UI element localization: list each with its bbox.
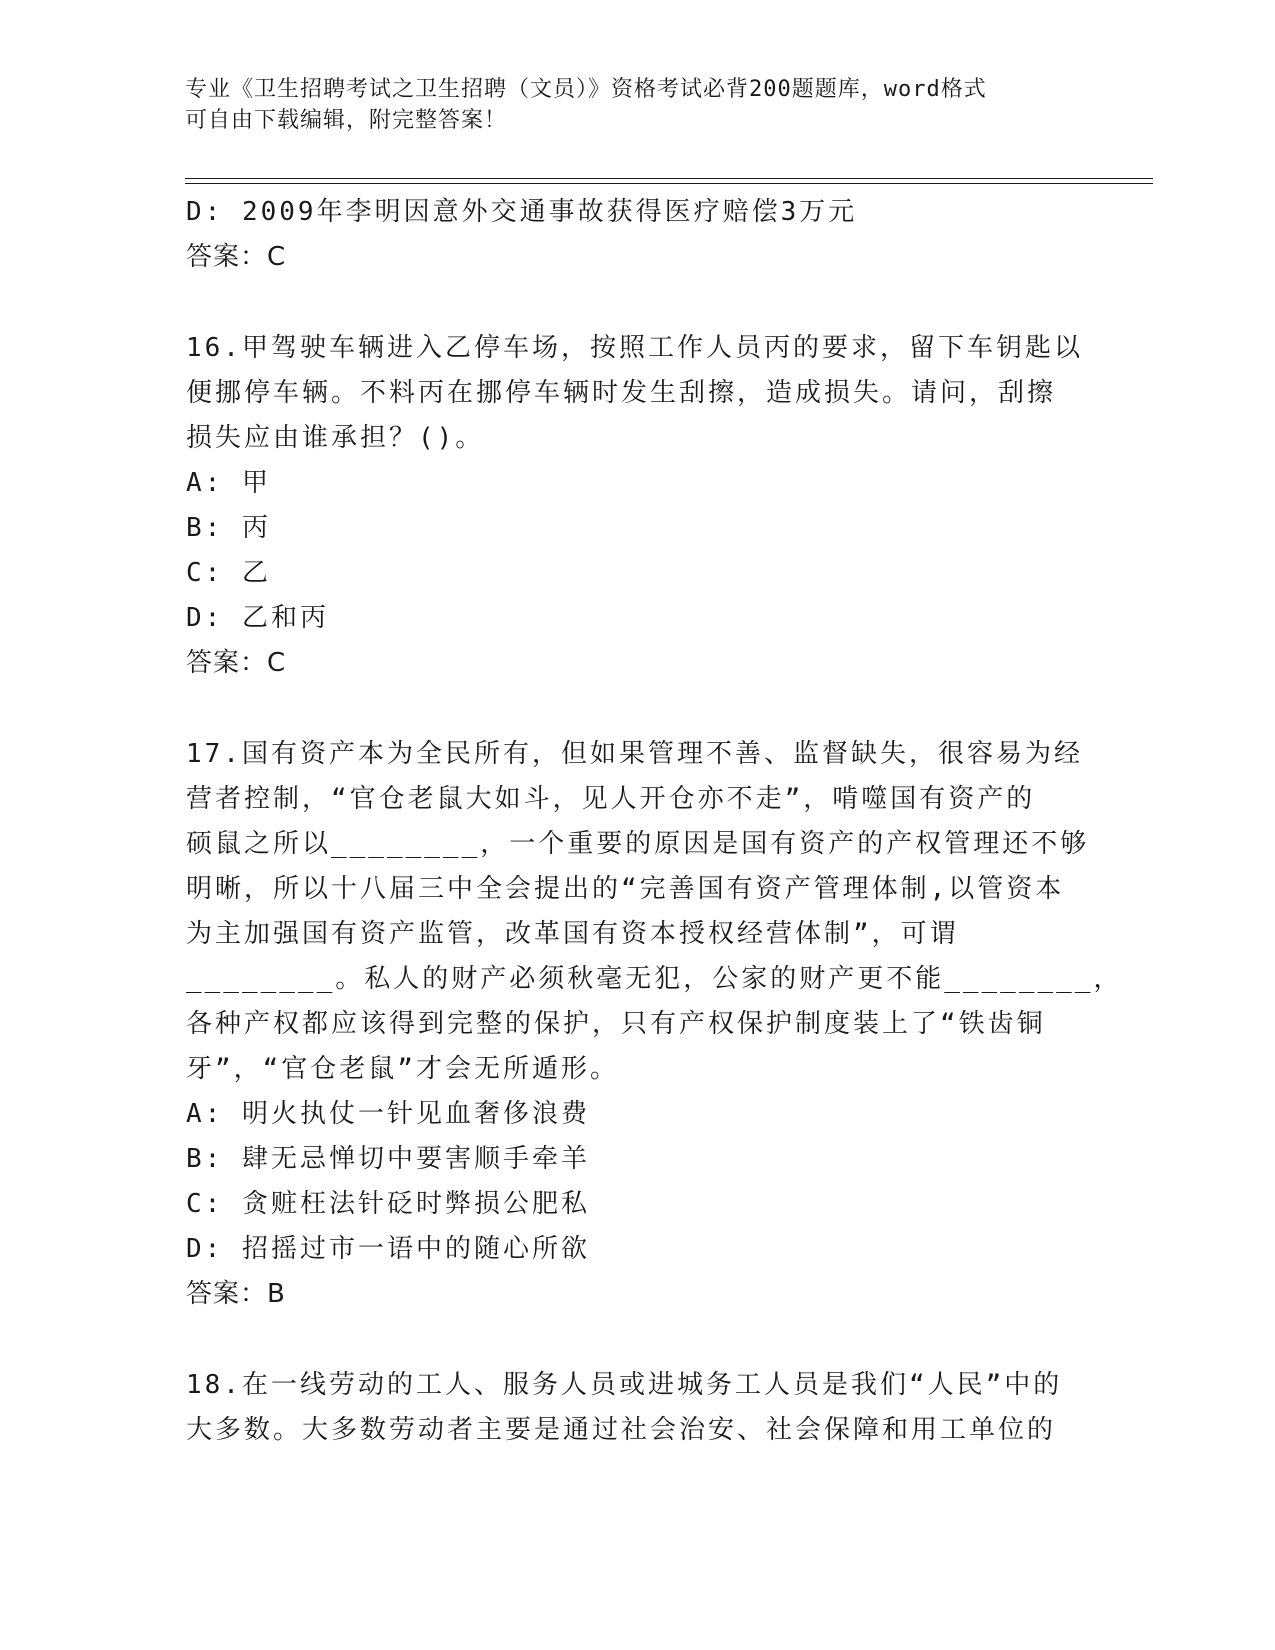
question-content	[186, 190, 1123, 1453]
prev-answer: 答案：C	[186, 242, 287, 272]
question-17-line-6: ________。私人的财产必须秋毫无犯，公家的财产更不能________，	[186, 964, 1123, 994]
question-16-line-1: 16.甲驾驶车辆进入乙停车场，按照工作人员丙的要求，留下车钥匙以	[186, 333, 1083, 363]
question-17-option-b: B: 肆无忌惮切中要害顺手牵羊	[186, 1144, 590, 1174]
question-17-line-1: 17.国有资产本为全民所有，但如果管理不善、监督缺失，很容易为经	[186, 739, 1083, 769]
prev-option-d: D: 2009年李明因意外交通事故获得医疗赔偿3万元	[186, 197, 858, 227]
question-17-line-7: 各种产权都应该得到完整的保护，只有产权保护制度装上了“铁齿铜	[186, 1009, 1046, 1039]
question-18-line-2: 大多数。大多数劳动者主要是通过社会治安、社会保障和用工单位的	[186, 1415, 1057, 1445]
question-17-line-2: 营者控制，“官仓老鼠大如斗，见人开仓亦不走”，啃噬国有资产的	[186, 784, 1036, 814]
question-18-line-1: 18.在一线劳动的工人、服务人员或进城务工人员是我们“人民”中的	[186, 1370, 1063, 1400]
question-16-line-3: 损失应由谁承担？()。	[186, 423, 485, 453]
question-16	[186, 326, 1086, 686]
question-17	[186, 732, 1123, 1317]
spacer	[186, 1317, 1086, 1363]
question-17-line-8: 牙”，“官仓老鼠”才会无所遁形。	[186, 1054, 619, 1084]
question-16-option-d: D: 乙和丙	[186, 603, 329, 633]
question-17-answer: 答案：B	[186, 1279, 286, 1309]
question-17-line-5: 为主加强国有资产监管，改革国有资本授权经营体制”，可谓	[186, 919, 959, 949]
question-17-option-a: A: 明火执仗一针见血奢侈浪费	[186, 1099, 590, 1129]
question-17-line-4: 明晰，所以十八届三中全会提出的“完善国有资产管理体制,以管资本	[186, 874, 1065, 904]
spacer	[186, 280, 1086, 326]
question-17-option-d: D: 招摇过市一语中的随心所欲	[186, 1234, 590, 1264]
question-16-option-c: C: 乙	[186, 558, 271, 588]
question-16-option-b: B: 丙	[186, 513, 271, 543]
header-title-line-2: 可自由下载编辑，附完整答案！	[185, 108, 508, 133]
spacer	[186, 686, 1086, 732]
header-title-line-1: 专业《卫生招聘考试之卫生招聘（文员）》资格考试必背200题题库，word格式	[185, 77, 987, 102]
header-divider-bottom	[185, 183, 1153, 184]
question-17-option-c: C: 贪赃枉法针砭时弊损公肥私	[186, 1189, 590, 1219]
question-18	[186, 1363, 1086, 1453]
question-16-line-2: 便挪停车辆。不料丙在挪停车辆时发生刮擦，造成损失。请问，刮擦	[186, 378, 1057, 408]
document-header	[185, 74, 1085, 136]
header-divider-top	[185, 178, 1153, 179]
question-17-line-3: 硕鼠之所以________，一个重要的原因是国有资产的产权管理还不够	[186, 829, 1090, 859]
question-16-option-a: A: 甲	[186, 468, 271, 498]
question-16-answer: 答案：C	[186, 648, 287, 678]
